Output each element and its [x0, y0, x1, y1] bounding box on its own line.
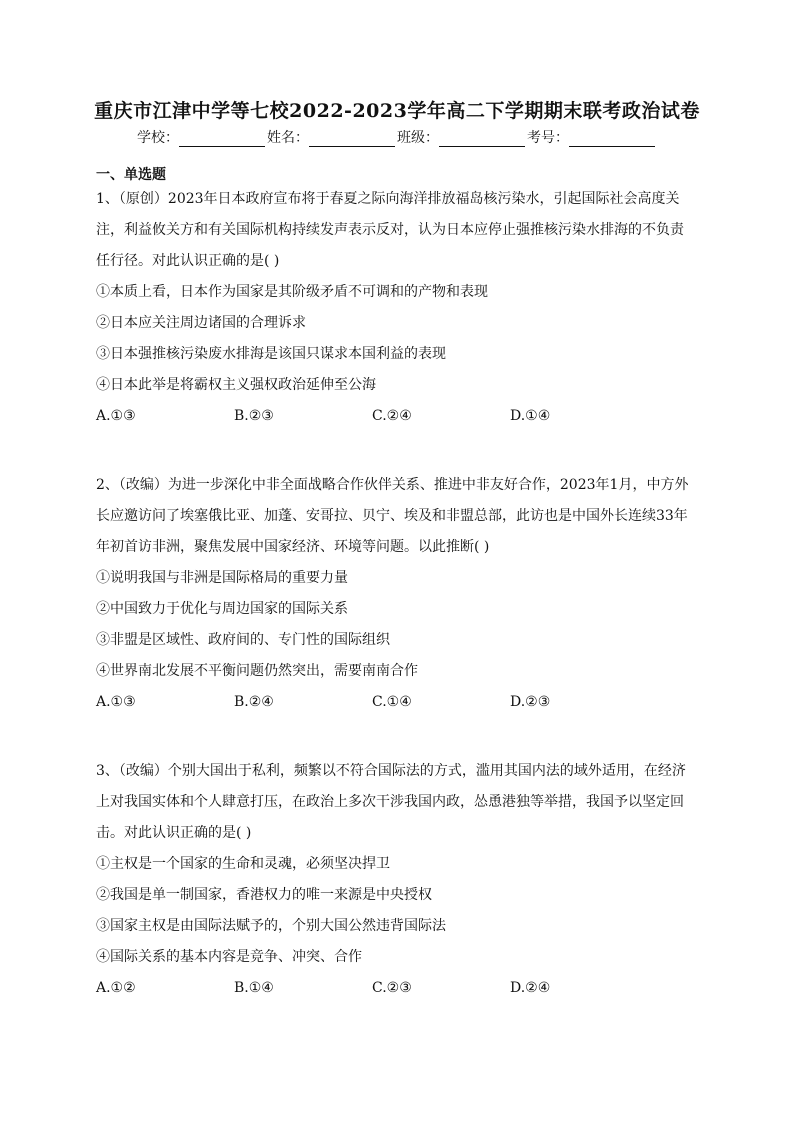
info-label: 学校：: [137, 130, 179, 146]
statement-option: ②我国是单一制国家，香港权力的唯一来源是中央授权: [96, 887, 432, 903]
question-spacer: [96, 432, 696, 470]
answer-choices: [96, 687, 696, 718]
choice-a: A.①③: [96, 408, 136, 424]
question-stem: 2、（改编）为进一步深化中非全面战略合作伙伴关系、推进中非友好合作，2023年1月，中方外长应邀访问了埃塞俄比亚、加蓬、安哥拉、贝宁、埃及和非盟总部，此访也是中国外长连续33年年初首访非洲，聚焦发展中国家经济、环境等问题。以此推断( ): [96, 477, 689, 555]
statement-option: ③国家主权是由国际法赋予的，个别大国公然违背国际法: [96, 918, 446, 934]
choice-b: B.①④: [234, 980, 274, 996]
statement-option: ①主权是一个国家的生命和灵魂，必须坚决捍卫: [96, 856, 390, 872]
statement-option: ②中国致力于优化与周边国家的国际关系: [96, 601, 348, 617]
choice-c: C.②④: [372, 408, 412, 424]
answer-choices: [96, 401, 696, 432]
exam-content: [96, 166, 696, 1004]
info-label: 考号：: [527, 130, 569, 146]
class-blank: [439, 131, 525, 147]
page-title: 重庆市江津中学等七校2022-2023学年高二下学期期末联考政治试卷: [94, 100, 700, 122]
choice-d: D.①④: [510, 408, 551, 424]
question-3: [96, 756, 696, 1004]
statement-option: ②日本应关注周边诸国的合理诉求: [96, 315, 306, 331]
answer-choices: [96, 973, 696, 1004]
statement-option: ③非盟是区域性、政府间的、专门性的国际组织: [96, 632, 390, 648]
question-1: [96, 184, 696, 432]
statement-option: ①说明我国与非洲是国际格局的重要力量: [96, 570, 348, 586]
choice-c: C.①④: [372, 694, 412, 710]
info-label: 班级：: [397, 130, 439, 146]
choice-d: D.②④: [510, 980, 551, 996]
choice-a: A.①②: [96, 980, 136, 996]
info-label: 姓名：: [267, 130, 309, 146]
question-stem: 3、（改编）个别大国出于私利，频繁以不符合国际法的方式，滥用其国内法的域外适用，在经济上对我国实体和个人肆意打压，在政治上多次干涉我国内政，怂恿港独等举措，我国予以坚定回击。对此认识正确的是( ): [96, 763, 686, 841]
info-school: [137, 127, 267, 147]
info-class: [397, 127, 527, 147]
choice-b: B.②④: [234, 694, 274, 710]
question-stem: 1、（原创）2023年日本政府宣布将于春夏之际向海洋排放福岛核污染水，引起国际社会高度关注，利益攸关方和有关国际机构持续发声表示反对，认为日本应停止强推核污染水排海的不负责任行径。对此认识正确的是( ): [96, 191, 684, 269]
choice-a: A.①③: [96, 694, 136, 710]
choice-b: B.②③: [234, 408, 274, 424]
school-blank: [179, 131, 265, 147]
info-name: [267, 127, 397, 147]
info-exam-number: [527, 127, 657, 147]
statement-option: ①本质上看，日本作为国家是其阶级矛盾不可调和的产物和表现: [96, 284, 488, 300]
statement-option: ④国际关系的基本内容是竞争、冲突、合作: [96, 949, 362, 965]
statement-option: ③日本强推核污染废水排海是该国只谋求本国利益的表现: [96, 346, 446, 362]
statement-option: ④世界南北发展不平衡问题仍然突出，需要南南合作: [96, 663, 418, 679]
choice-c: C.②③: [372, 980, 412, 996]
student-info-row: [0, 127, 794, 147]
name-blank: [309, 131, 395, 147]
question-2: [96, 470, 696, 718]
question-spacer: [96, 718, 696, 756]
choice-d: D.②③: [510, 694, 551, 710]
section-title: 一、单选题: [96, 167, 166, 183]
exam-number-blank: [569, 131, 655, 147]
statement-option: ④日本此举是将霸权主义强权政治延伸至公海: [96, 377, 376, 393]
